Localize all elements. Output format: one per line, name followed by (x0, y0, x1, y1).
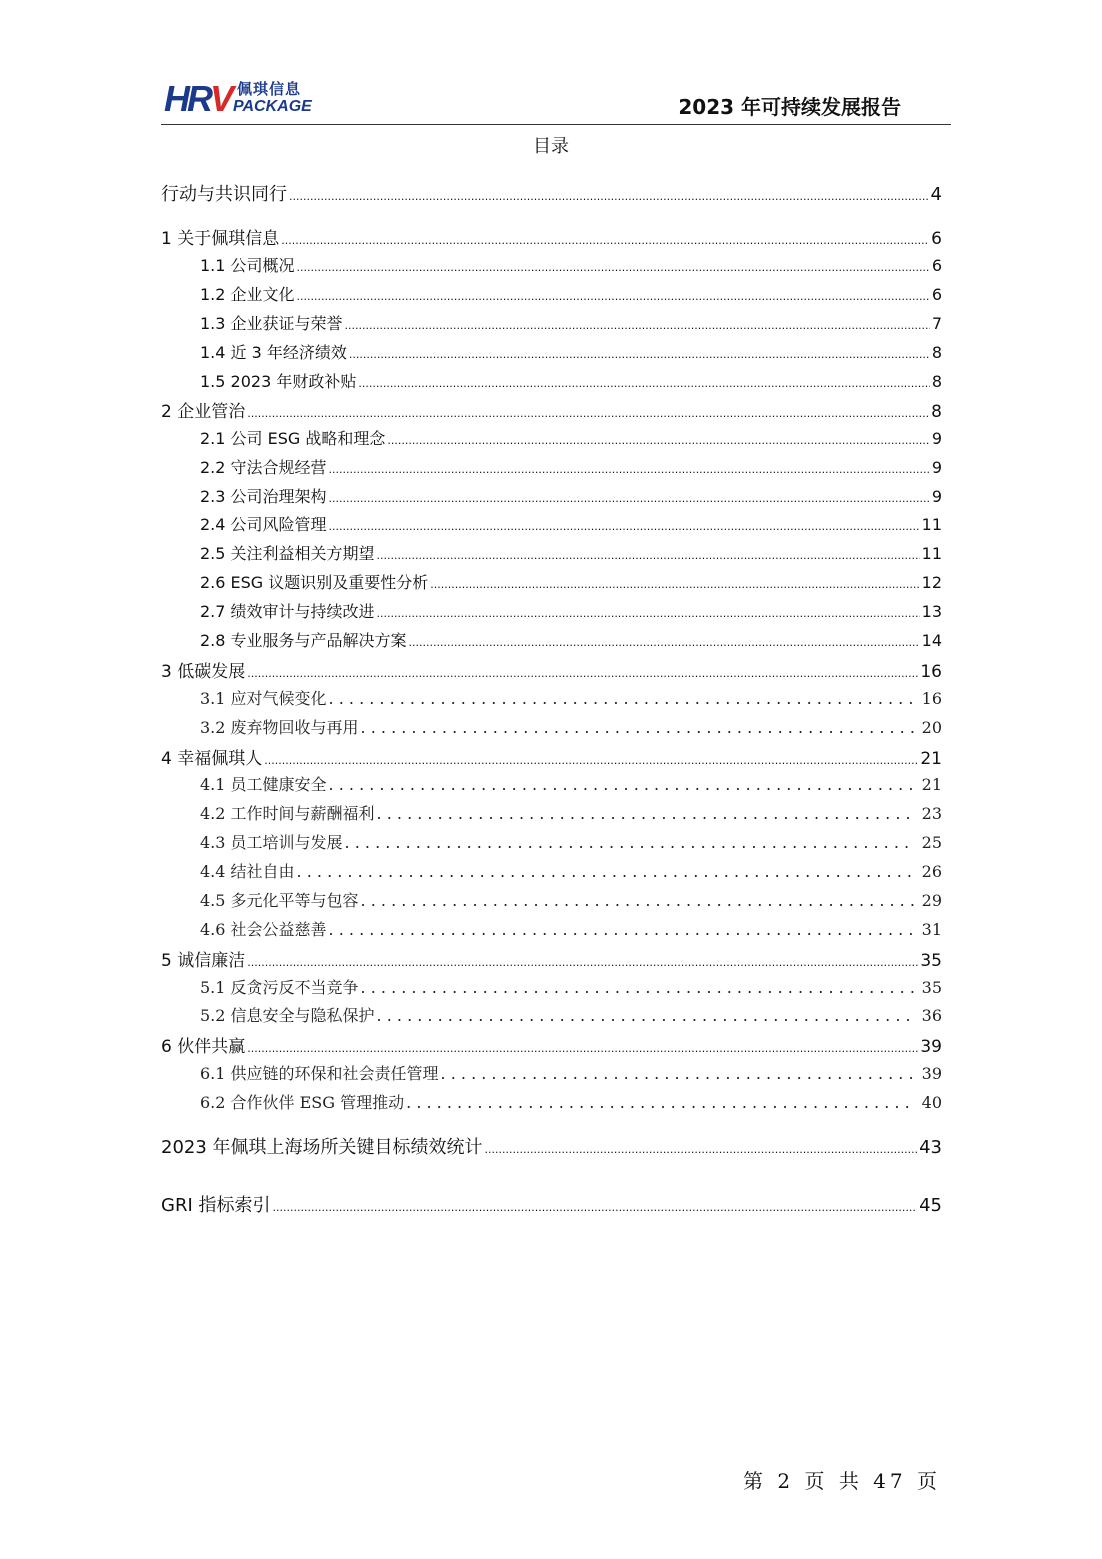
toc-entry[interactable] (161, 541, 942, 564)
logo-subtitle: PACKAGE (233, 98, 312, 115)
toc-leader (361, 718, 914, 737)
toc-entry-page: 26 (921, 862, 942, 881)
toc-entry[interactable] (161, 455, 942, 478)
toc-entry-page: 11 (921, 544, 942, 563)
toc-entry-label: 2.5 关注利益相关方期望 (200, 544, 375, 563)
toc-entry-label: 2 企业管治 (161, 402, 246, 422)
toc-entry-page: 40 (921, 1093, 942, 1112)
toc-entry-page: 6 (931, 229, 942, 249)
toc-entry-label: 6 伙伴共赢 (161, 1037, 246, 1057)
toc-entry-page: 43 (919, 1137, 942, 1158)
toc-entry-page: 9 (931, 487, 942, 506)
toc-leader (329, 487, 930, 506)
toc-entry-page: 13 (921, 602, 942, 621)
toc-entry[interactable] (161, 570, 942, 593)
toc-leader (387, 429, 929, 448)
toc-entry[interactable] (161, 686, 942, 709)
toc-entry[interactable] (161, 224, 942, 249)
toc-entry-page: 8 (931, 372, 942, 391)
toc-leader (297, 256, 930, 275)
toc-entry-page: 29 (921, 891, 942, 910)
toc-leader (297, 285, 930, 304)
toc-entry-label: 1.4 近 3 年经济绩效 (200, 343, 347, 362)
toc-heading: 目录 (533, 136, 569, 157)
toc-leader (329, 775, 914, 794)
toc-entry[interactable] (161, 340, 942, 363)
toc-entry-label: 4.6 社会公益慈善 (200, 920, 327, 939)
toc-entry-label: 3.1 应对气候变化 (200, 689, 327, 708)
toc-entry-label: 1.2 企业文化 (200, 285, 295, 304)
toc-entry-page: 35 (921, 978, 942, 997)
toc-entry-page: 45 (919, 1195, 942, 1216)
toc-entry-page: 21 (920, 749, 942, 769)
page-header (161, 78, 951, 125)
toc-entry-page: 25 (921, 833, 942, 852)
toc-leader (329, 458, 930, 477)
toc-leader (329, 515, 920, 534)
toc-entry-label: 1.3 企业获证与荣誉 (200, 314, 343, 333)
toc-entry-label: 4 幸福佩琪人 (161, 749, 263, 769)
toc-entry-label: 1 关于佩琪信息 (161, 229, 280, 249)
toc-entry-label: 2023 年佩琪上海场所关键目标绩效统计 (161, 1137, 483, 1158)
logo-chinese-name: 佩琪信息 (237, 80, 302, 98)
toc-leader (281, 229, 929, 249)
logo-letters: HRV (164, 78, 232, 119)
toc-entry[interactable] (161, 1191, 942, 1217)
toc-entry-label: 6.1 供应链的环保和社会责任管理 (200, 1064, 439, 1083)
toc-leader (485, 1137, 918, 1158)
toc-entry-label: 2.1 公司 ESG 战略和理念 (200, 429, 386, 448)
toc-entry-page: 39 (920, 1037, 942, 1057)
toc-entry-page: 39 (921, 1064, 942, 1083)
toc-entry-label: 1.1 公司概况 (200, 256, 295, 275)
toc-entry[interactable] (161, 180, 942, 206)
toc-entry[interactable] (161, 311, 942, 334)
toc-leader (247, 402, 929, 422)
toc-entry[interactable] (161, 1133, 942, 1159)
toc-leader (377, 1006, 914, 1025)
toc-entry-label: 2.2 守法合规经营 (200, 458, 327, 477)
toc-entry[interactable] (161, 426, 942, 449)
toc-entry-page: 9 (931, 458, 942, 477)
toc-leader (264, 749, 918, 769)
toc-entry-label: 2.4 公司风险管理 (200, 515, 327, 534)
toc-entry[interactable] (161, 599, 942, 622)
toc-entry-label: 2.3 公司治理架构 (200, 487, 327, 506)
toc-entry[interactable] (161, 253, 942, 276)
toc-leader (430, 573, 919, 592)
toc-entry-label: 1.5 2023 年财政补贴 (200, 372, 357, 391)
toc-entry-label: 3.2 废弃物回收与再用 (200, 718, 359, 737)
toc-entry-page: 20 (921, 718, 942, 737)
toc-entry-page: 16 (920, 662, 942, 682)
toc-entry[interactable] (161, 397, 942, 422)
toc-entry-label: 2.8 专业服务与产品解决方案 (200, 631, 407, 650)
toc-entry[interactable] (161, 975, 942, 998)
company-logo (164, 80, 314, 118)
toc-entry-page: 36 (921, 1006, 942, 1025)
toc-entry[interactable] (161, 484, 942, 507)
toc-entry-label: 6.2 合作伙伴 ESG 管理推动 (200, 1093, 405, 1112)
toc-entry-label: 4.3 员工培训与发展 (200, 833, 343, 852)
toc-entry-label: 行动与共识同行 (161, 184, 287, 205)
toc-entry[interactable] (161, 369, 942, 392)
toc-entry-label: 5.1 反贪污反不当竞争 (200, 978, 359, 997)
toc-entry-label: 2.7 绩效审计与持续改进 (200, 602, 375, 621)
toc-entry-label: 3 低碳发展 (161, 662, 246, 682)
toc-entry[interactable] (161, 772, 942, 795)
toc-entry-label: 5.2 信息安全与隐私保护 (200, 1006, 375, 1025)
toc-entry[interactable] (161, 628, 942, 651)
toc-leader (297, 862, 914, 881)
toc-entry-page: 9 (931, 429, 942, 448)
toc-entry-page: 8 (931, 343, 942, 362)
toc-entry-page: 35 (920, 951, 942, 971)
toc-leader (247, 951, 918, 971)
toc-entry[interactable] (161, 946, 942, 971)
toc-entry-label: 4.5 多元化平等与包容 (200, 891, 359, 910)
toc-entry[interactable] (161, 1061, 942, 1084)
toc-entry-page: 16 (921, 689, 942, 708)
toc-leader (345, 833, 914, 852)
toc-entry-page: 31 (921, 920, 942, 939)
toc-entry-page: 11 (921, 515, 942, 534)
toc-entry-label: 4.4 结社自由 (200, 862, 295, 881)
toc-entry-page: 21 (921, 775, 942, 794)
toc-entry-page: 12 (921, 573, 942, 592)
toc-entry-page: 14 (921, 631, 942, 650)
toc-entry[interactable] (161, 859, 942, 882)
toc-entry-page: 7 (931, 314, 942, 333)
toc-entry-label: 2.6 ESG 议题识别及重要性分析 (200, 573, 429, 592)
toc-entry[interactable] (161, 830, 942, 853)
toc-entry[interactable] (161, 744, 942, 769)
toc-leader (409, 631, 920, 650)
toc-entry[interactable] (161, 1032, 942, 1057)
toc-leader (289, 184, 929, 205)
toc-leader (377, 804, 914, 823)
toc-leader (377, 602, 920, 621)
toc-leader (377, 544, 920, 563)
toc-entry-page: 4 (930, 184, 942, 205)
toc-entry[interactable] (161, 512, 942, 535)
toc-leader (345, 314, 930, 333)
toc-leader (247, 1037, 918, 1057)
toc-entry[interactable] (161, 801, 942, 824)
toc-leader (273, 1195, 918, 1216)
toc-entry-label: 5 诚信廉洁 (161, 951, 246, 971)
toc-entry-page: 6 (931, 256, 942, 275)
toc-entry[interactable] (161, 715, 942, 738)
toc-entry-page: 8 (931, 402, 942, 422)
toc-leader (349, 343, 930, 362)
toc-entry-page: 23 (921, 804, 942, 823)
toc-entry[interactable] (161, 1003, 942, 1026)
toc-entry[interactable] (161, 888, 942, 911)
toc-leader (361, 978, 914, 997)
toc-entry-label: GRI 指标索引 (161, 1195, 271, 1216)
toc-entry-page: 6 (931, 285, 942, 304)
page-number-footer: 第 2 页 共 47 页 (743, 1469, 941, 1493)
toc-leader (247, 662, 918, 682)
toc-leader (329, 920, 914, 939)
toc-entry-label: 4.2 工作时间与薪酬福利 (200, 804, 375, 823)
toc-leader (329, 689, 914, 708)
toc-leader (406, 1093, 914, 1112)
toc-leader (358, 372, 929, 391)
toc-leader (441, 1064, 914, 1083)
report-title: 2023 年可持续发展报告 (678, 95, 901, 119)
toc-entry[interactable] (161, 917, 942, 940)
toc-entry-label: 4.1 员工健康安全 (200, 775, 327, 794)
toc-entry[interactable] (161, 282, 942, 305)
toc-entry[interactable] (161, 1090, 942, 1113)
toc-leader (361, 891, 914, 910)
toc-entry[interactable] (161, 657, 942, 682)
